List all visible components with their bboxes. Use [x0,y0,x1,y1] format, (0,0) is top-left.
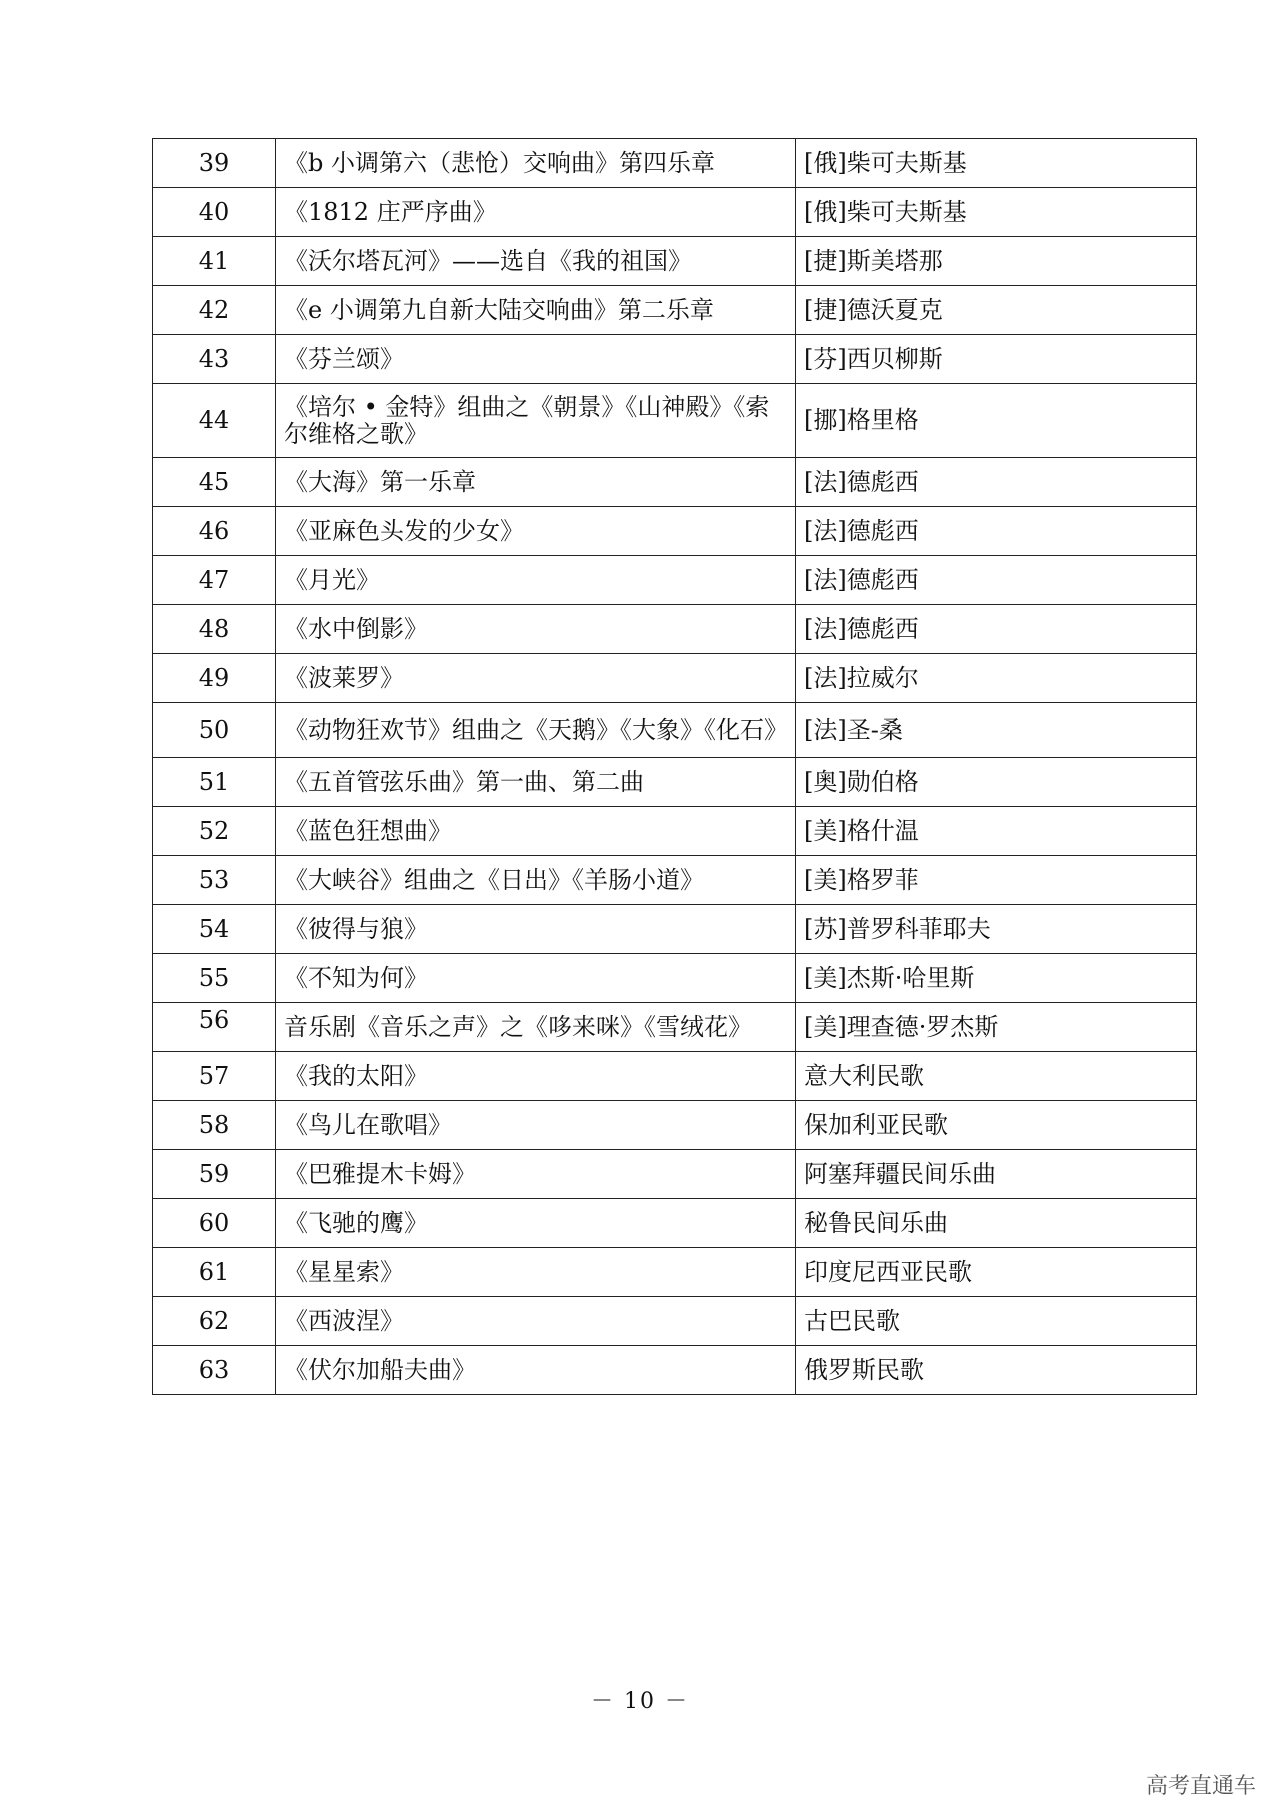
table-row [153,286,1197,335]
work-title: 《1812 庄严序曲》 [276,188,796,237]
table-row [153,458,1197,507]
row-number: 51 [153,758,276,807]
work-title: 《星星索》 [276,1248,796,1297]
composer: 印度尼西亚民歌 [796,1248,1197,1297]
table-row [153,758,1197,807]
work-title: 《波莱罗》 [276,654,796,703]
table-row [153,654,1197,703]
work-title: 《鸟儿在歌唱》 [276,1101,796,1150]
table-row [153,954,1197,1003]
row-number: 55 [153,954,276,1003]
work-title: 《b 小调第六（悲怆）交响曲》第四乐章 [276,139,796,188]
table-row [153,1346,1197,1395]
row-number: 60 [153,1199,276,1248]
table-row [153,384,1197,458]
work-title: 《培尔 • 金特》组曲之《朝景》《山神殿》《索尔维格之歌》 [276,384,796,458]
row-number: 44 [153,384,276,458]
composer: 阿塞拜疆民间乐曲 [796,1150,1197,1199]
row-number: 56 [153,1003,276,1052]
row-number: 52 [153,807,276,856]
row-number: 48 [153,605,276,654]
table-row [153,1003,1197,1052]
table-row [153,807,1197,856]
table-row [153,605,1197,654]
row-number: 57 [153,1052,276,1101]
table-row [153,556,1197,605]
table-row [153,1052,1197,1101]
composer: [俄]柴可夫斯基 [796,139,1197,188]
composer: 古巴民歌 [796,1297,1197,1346]
work-title: 《彼得与狼》 [276,905,796,954]
work-title: 《不知为何》 [276,954,796,1003]
table-row [153,905,1197,954]
work-title: 《我的太阳》 [276,1052,796,1101]
row-number: 50 [153,703,276,758]
page-number: － 10 － [591,1689,689,1714]
watermark: 高考直通车 [1145,1774,1256,1799]
works-table [152,138,1197,1395]
work-title: 《芬兰颂》 [276,335,796,384]
work-title: 《动物狂欢节》组曲之《天鹅》《大象》《化石》 [276,703,796,758]
composer: 俄罗斯民歌 [796,1346,1197,1395]
table-row [153,1101,1197,1150]
row-number: 42 [153,286,276,335]
work-title: 《大海》第一乐章 [276,458,796,507]
composer: [苏]普罗科菲耶夫 [796,905,1197,954]
composer: [奥]勋伯格 [796,758,1197,807]
table-row [153,703,1197,758]
table-row [153,1150,1197,1199]
table-row [153,856,1197,905]
row-number: 53 [153,856,276,905]
work-title: 《沃尔塔瓦河》——选自《我的祖国》 [276,237,796,286]
row-number: 59 [153,1150,276,1199]
composer: 秘鲁民间乐曲 [796,1199,1197,1248]
table-row [153,507,1197,556]
work-title: 《蓝色狂想曲》 [276,807,796,856]
composer: [美]格什温 [796,807,1197,856]
composer: [挪]格里格 [796,384,1197,458]
row-number: 46 [153,507,276,556]
row-number: 40 [153,188,276,237]
work-title: 《西波涅》 [276,1297,796,1346]
row-number: 61 [153,1248,276,1297]
table-row [153,1199,1197,1248]
work-title: 《e 小调第九自新大陆交响曲》第二乐章 [276,286,796,335]
composer: [捷]斯美塔那 [796,237,1197,286]
row-number: 63 [153,1346,276,1395]
table-row [153,335,1197,384]
row-number: 41 [153,237,276,286]
table-row [153,1297,1197,1346]
row-number: 54 [153,905,276,954]
composer: [法]德彪西 [796,556,1197,605]
composer: [捷]德沃夏克 [796,286,1197,335]
row-number: 47 [153,556,276,605]
work-title: 《亚麻色头发的少女》 [276,507,796,556]
composer: [美]杰斯·哈里斯 [796,954,1197,1003]
composer: [法]德彪西 [796,507,1197,556]
composer: [法]德彪西 [796,458,1197,507]
row-number: 43 [153,335,276,384]
composer: [美]格罗菲 [796,856,1197,905]
composer: [美]理查德·罗杰斯 [796,1003,1197,1052]
work-title: 《伏尔加船夫曲》 [276,1346,796,1395]
work-title: 《水中倒影》 [276,605,796,654]
table-row [153,188,1197,237]
work-title: 《飞驰的鹰》 [276,1199,796,1248]
work-title: 音乐剧《音乐之声》之《哆来咪》《雪绒花》 [276,1003,796,1052]
composer: [法]圣-桑 [796,703,1197,758]
composer: [俄]柴可夫斯基 [796,188,1197,237]
row-number: 58 [153,1101,276,1150]
works-table-body [153,139,1197,1395]
row-number: 62 [153,1297,276,1346]
work-title: 《五首管弦乐曲》第一曲、第二曲 [276,758,796,807]
row-number: 39 [153,139,276,188]
row-number: 45 [153,458,276,507]
composer: [芬]西贝柳斯 [796,335,1197,384]
work-title: 《巴雅提木卡姆》 [276,1150,796,1199]
row-number: 49 [153,654,276,703]
composer: 意大利民歌 [796,1052,1197,1101]
composer: 保加利亚民歌 [796,1101,1197,1150]
table-row [153,1248,1197,1297]
composer: [法]拉威尔 [796,654,1197,703]
composer: [法]德彪西 [796,605,1197,654]
table-row [153,139,1197,188]
work-title: 《大峡谷》组曲之《日出》《羊肠小道》 [276,856,796,905]
work-title: 《月光》 [276,556,796,605]
table-row [153,237,1197,286]
